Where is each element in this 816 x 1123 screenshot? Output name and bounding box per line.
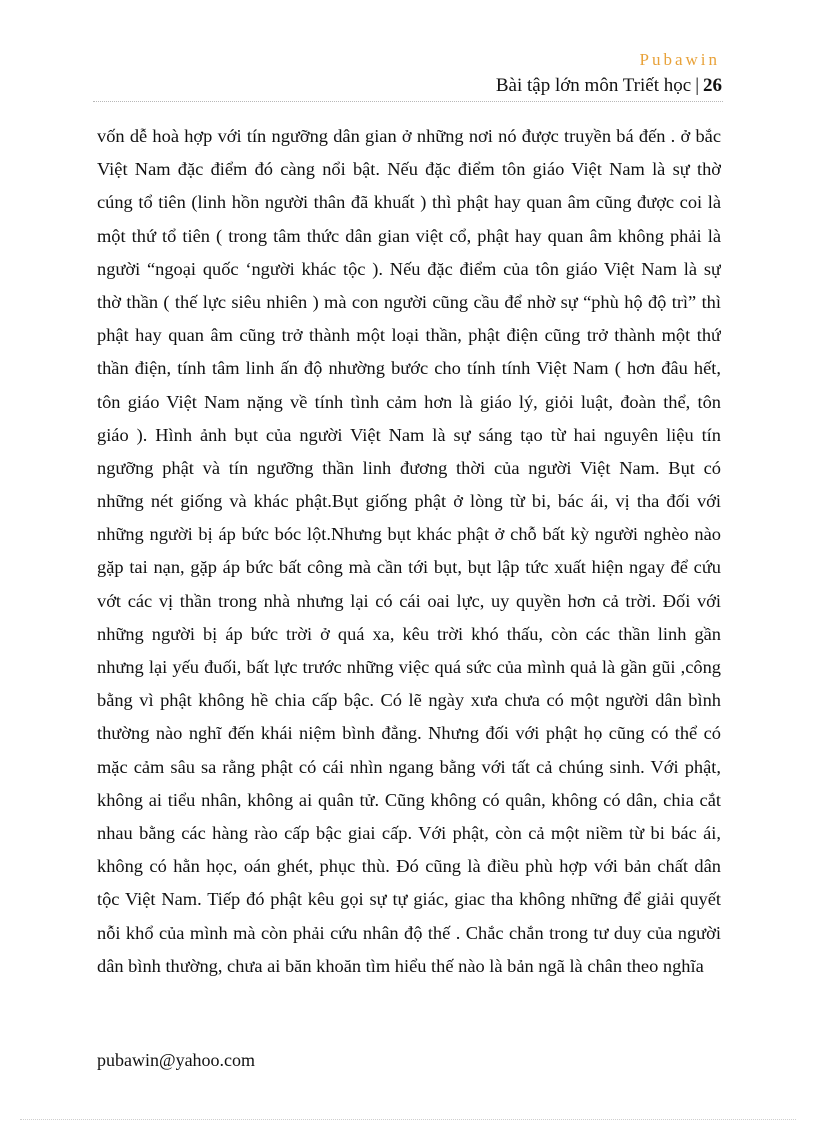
body-text [97,120,721,983]
header-title-block [496,75,722,97]
header-brand: Pubawin [639,50,720,69]
text-line: không ai tiểu nhân, không ai quân tử. Cũng không có quân, không có dân, chia cắt [97,789,721,810]
header-divider [93,101,723,102]
text-line: một thứ tổ tiên ( trong tâm thức dân gian việt cổ, phật hay quan âm không phải là [97,225,721,246]
text-line: tôn giáo Việt Nam nặng về tính tình cảm hơn là giáo lý, giỏi luật, đoàn thể, tôn [97,391,721,412]
footer-email: pubawin@yahoo.com [97,1050,256,1070]
text-line: cúng tổ tiên (linh hồn người thân đã khuất ) thì phật hay quan âm cũng được coi là [97,192,721,213]
text-line: thần điện, tính tâm linh ấn độ nhường bước cho tính tính Việt Nam ( hơn đâu hết, [97,358,721,379]
footer-divider [20,1119,796,1120]
text-line: mặc cảm sâu sa rằng phật có cái nhìn ngang bằng với tất cả chúng sinh. Với phật, [97,756,721,777]
text-line: ngưỡng phật và tín ngưỡng thần linh đương thời của người Việt Nam. Bụt có [97,457,721,478]
text-line: tộc Việt Nam. Tiếp đó phật kêu gọi sự tự giác, giac tha không những để giải quyết [97,889,721,910]
text-line: người “ngoại quốc ‘người khác tộc ). Nếu đặc điểm của tôn giáo Việt Nam là sự [97,258,721,279]
text-line: vốn dễ hoà hợp với tín ngưỡng dân gian ở những nơi nó được truyền bá đến . ở bắc [97,126,721,146]
text-line: thường nào nghĩ đến khái niệm bình đẳng. Nhưng đối với phật họ cũng có thể có [97,723,721,744]
document-title: Bài tập lớn môn Triết học [495,75,692,96]
text-line: dân bình thường, chưa ai băn khoăn tìm hiểu thế nào là bản ngã là chân theo nghĩa [97,955,704,976]
text-line: nhưng lại yếu đuối, bất lực trước những việc quá sức của mình quả là gần gũi ,công [97,657,721,677]
text-line: thờ thần ( thế lực siêu nhiên ) mà con người cũng cầu để nhờ sự “phù hộ độ trì” thì [97,291,721,312]
page-number: 26 [703,75,722,96]
text-line: không có hằn học, oán ghét, phục thù. Đó cũng là điều phù hợp với bản chất dân [97,856,721,877]
text-line: những người bị áp bức trời ở quá xa, kêu trời khó thấu, còn các thần linh gần [97,623,721,644]
text-line: phật hay quan âm cũng trở thành một loại thần, phật điện cũng trở thành một thứ [97,325,721,346]
text-line: gặp tai nạn, gặp áp bức bất công mà cần tới bụt, bụt lập tức xuất hiện ngay để cứu [97,557,721,578]
text-line: những nét giống và khác phật.Bụt giống phật ở lòng từ bi, bác ái, vị tha đối với [97,491,721,512]
text-line: nỗi khổ của mình mà còn phải cứu nhân độ thế . Chắc chắn trong tư duy của người [97,922,721,943]
text-line: giáo ). Hình ảnh bụt của người Việt Nam là sự sáng tạo từ hai nguyên liệu tín [97,424,721,445]
text-line: vớt các vị thần trong nhà nhưng lại có cái oai lực, uy quyền hơn cả trời. Đối với [97,590,721,611]
text-line: nhau bằng các hàng rào cấp bậc giai cấp. Với phật, còn cả một niềm từ bi bác ái, [97,822,721,843]
header-separator: | [695,75,699,96]
text-line: Việt Nam đặc điểm đó càng nổi bật. Nếu đặc điểm tôn giáo Việt Nam là sự thờ [97,159,721,180]
text-line: những người bị áp bức bóc lột.Nhưng bụt khác phật ở chỗ bất kỳ người nghèo nào [97,524,721,545]
text-line: bằng vì phật không hề chia cấp bậc. Có lẽ ngày xưa chưa có một người dân bình [97,690,721,711]
